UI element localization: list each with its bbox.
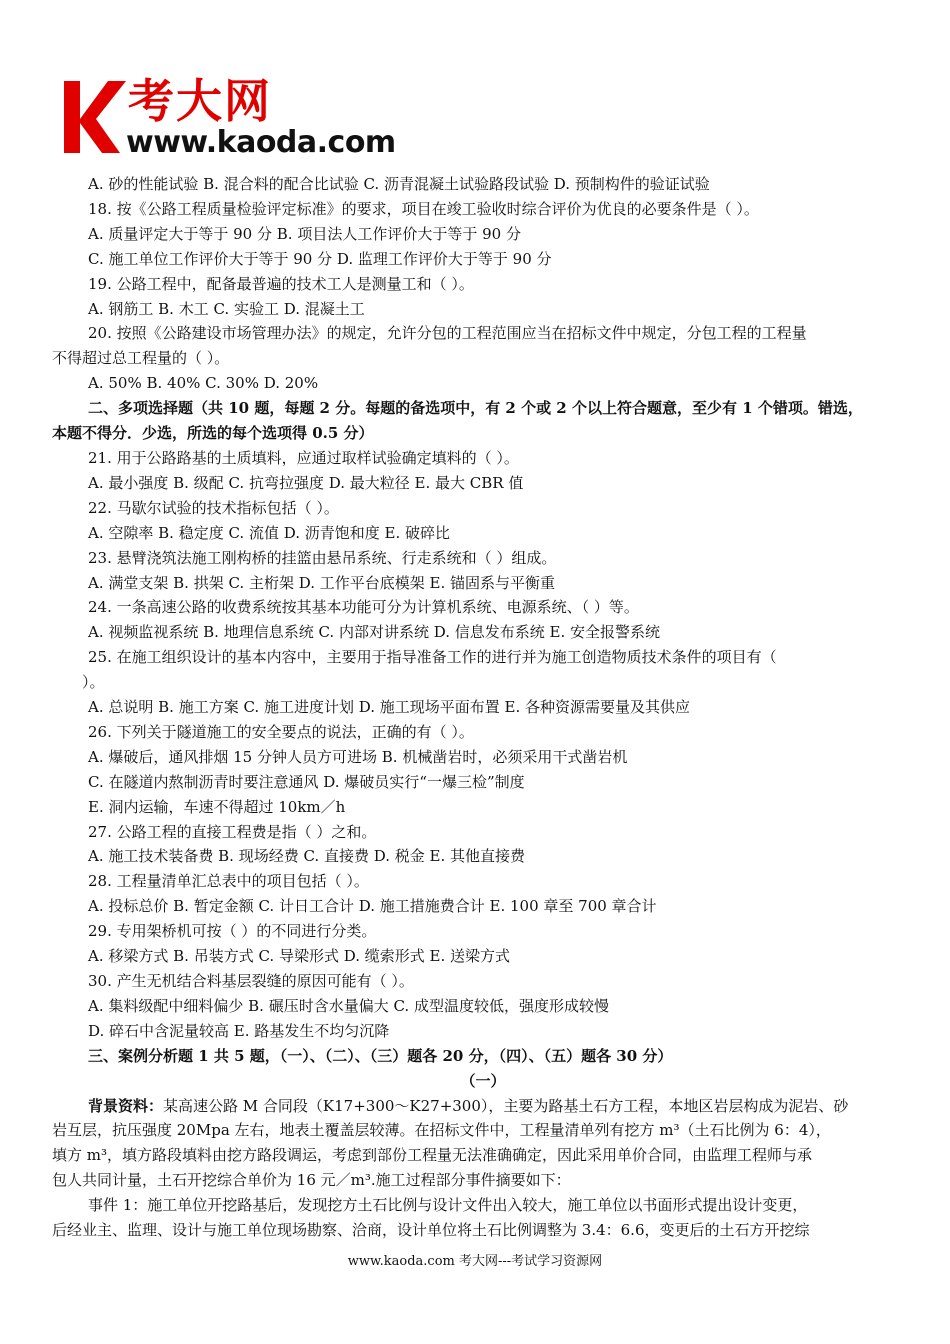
- brand-name: 考大网: [128, 74, 272, 128]
- text-line: 三、案例分析题 1 共 5 题，（一）、（二）、（三）题各 20 分，（四）、（五）题各 30 分）: [88, 1046, 673, 1065]
- text-line: 24. 一条高速公路的收费系统按其基本功能可分为计算机系统、电源系统、（ ）等。: [88, 598, 639, 617]
- background-paragraph-line: 岩互层，抗压强度 20Mpa 左右，地表土覆盖层较薄。在招标文件中，工程量清单列有挖方 m³（土石比例为 6：4），: [52, 1121, 831, 1140]
- text-line: A. 施工技术装备费 B. 现场经费 C. 直接费 D. 税金 E. 其他直接费: [88, 847, 525, 866]
- background-paragraph-line: 填方 m³，填方路段填料由挖方路段调运，考虑到部份工程量无法准确确定，因此采用单价合同，由监理工程师与承: [52, 1146, 813, 1165]
- brand-url: www.kaoda.com: [126, 125, 396, 160]
- text-line: 21. 用于公路路基的土质填料，应通过取样试验确定填料的（ ）。: [88, 448, 519, 467]
- text-line: D. 碎石中含泥量较高 E. 路基发生不均匀沉降: [88, 1021, 390, 1040]
- text-line: A. 移梁方式 B. 吊装方式 C. 导梁形式 D. 缆索形式 E. 送梁方式: [88, 947, 510, 966]
- question-list: [52, 172, 914, 1094]
- background-label: 背景资料：: [88, 1096, 164, 1115]
- text-line: A. 满堂支架 B. 拱架 C. 主桁架 D. 工作平台底模架 E. 锚固系与平衡重: [88, 573, 555, 592]
- text-line: A. 视频监视系统 B. 地理信息系统 C. 内部对讲系统 D. 信息发布系统 E. 安全报警系统: [88, 623, 660, 642]
- text-line: A. 投标总价 B. 暂定金额 C. 计日工合计 D. 施工措施费合计 E. 100 章至 700 章合计: [88, 897, 657, 916]
- text-line: A. 砂的性能试验 B. 混合料的配合比试验 C. 沥青混凝土试验路段试验 D. 预制构件的验证试验: [88, 175, 710, 193]
- background-paragraph-line: [52, 1094, 914, 1119]
- text-line: 二、多项选择题（共 10 题，每题 2 分。每题的备选项中，有 2 个或 2 个以上符合题意，至少有 1 个错项。错选，: [88, 399, 863, 418]
- text-line: （一）: [460, 1071, 506, 1090]
- text-line: ）。: [82, 673, 105, 692]
- text-line: A. 空隙率 B. 稳定度 C. 流值 D. 沥青饱和度 E. 破碎比: [88, 523, 450, 542]
- text-line: 27. 公路工程的直接工程费是指（ ）之和。: [88, 822, 377, 841]
- text-line: A. 集料级配中细料偏少 B. 碾压时含水量偏大 C. 成型温度较低，强度形成较慢: [88, 996, 609, 1015]
- text-line: 23. 悬臂浇筑法施工刚构桥的挂篮由悬吊系统、行走系统和（ ）组成。: [88, 548, 557, 567]
- text-line: 不得超过总工程量的（ ）。: [52, 349, 230, 368]
- k-logo-icon: [60, 75, 130, 155]
- text-line: A. 50% B. 40% C. 30% D. 20%: [88, 374, 319, 393]
- text-line: 30. 产生无机结合料基层裂缝的原因可能有（ ）。: [88, 972, 414, 990]
- text-line: 18. 按《公路工程质量检验评定标准》的要求，项目在竣工验收时综合评价为优良的必要条件是（ ）。: [88, 199, 759, 218]
- text-line: C. 在隧道内熬制沥青时要注意通风 D. 爆破员实行“一爆三检”制度: [88, 772, 525, 791]
- background-paragraph-line: 包人共同计量，土石开挖综合单价为 16 元／m³.施工过程部分事件摘要如下：: [52, 1171, 571, 1190]
- event-paragraph-line: 后经业主、监理、设计与施工单位现场勘察、洽商，设计单位将土石比例调整为 3.4：6.6，变更后的土石方开挖综: [52, 1221, 810, 1240]
- text-line: C. 施工单位工作评价大于等于 90 分 D. 监理工作评价大于等于 90 分: [88, 249, 552, 268]
- text-line: 20. 按照《公路建设市场管理办法》的规定，允许分包的工程范围应当在招标文件中规定，分包工程的工程量: [88, 324, 807, 343]
- text-line: 26. 下列关于隧道施工的安全要点的说法，正确的有（ ）。: [88, 722, 474, 741]
- page-footer: www.kaoda.com 考大网---考试学习资源网: [347, 1254, 603, 1269]
- event-paragraph-line: 事件 1：施工单位开挖路基后，发现挖方土石比例与设计文件出入较大，施工单位以书面形式提出设计变更，: [88, 1196, 808, 1215]
- text-line: A. 钢筋工 B. 木工 C. 实验工 D. 混凝土工: [88, 299, 365, 318]
- text-line: 29. 专用架桥机可按（ ）的不同进行分类。: [88, 922, 377, 941]
- site-logo: [60, 74, 396, 165]
- text-line: A. 爆破后，通风排烟 15 分钟人员方可进场 B. 机械凿岩时，必须采用干式凿岩机: [88, 747, 628, 766]
- text-line: 19. 公路工程中，配备最普遍的技术工人是测量工和（ ）。: [88, 274, 474, 293]
- text-line: 28. 工程量清单汇总表中的项目包括（ ）。: [88, 872, 369, 891]
- text-line: 22. 马歇尔试验的技术指标包括（ ）。: [88, 498, 339, 517]
- text-line: 25. 在施工组织设计的基本内容中，主要用于指导准备工作的进行并为施工创造物质技术条件的项目有（: [88, 648, 777, 667]
- text-line: E. 洞内运输，车速不得超过 10km／h: [88, 797, 346, 816]
- background-text: 某高速公路 M 合同段（K17+300～K27+300），主要为路基土石方工程，本地区岩层构成为泥岩、砂: [163, 1096, 849, 1115]
- text-line: A. 最小强度 B. 级配 C. 抗弯拉强度 D. 最大粒径 E. 最大 CBR 值: [88, 473, 524, 492]
- text-line: A. 质量评定大于等于 90 分 B. 项目法人工作评价大于等于 90 分: [88, 224, 521, 243]
- text-line: A. 总说明 B. 施工方案 C. 施工进度计划 D. 施工现场平面布置 E. 各种资源需要量及其供应: [88, 698, 690, 717]
- text-line: 本题不得分．少选，所选的每个选项得 0.5 分）: [52, 424, 374, 443]
- document-body: [52, 172, 914, 1243]
